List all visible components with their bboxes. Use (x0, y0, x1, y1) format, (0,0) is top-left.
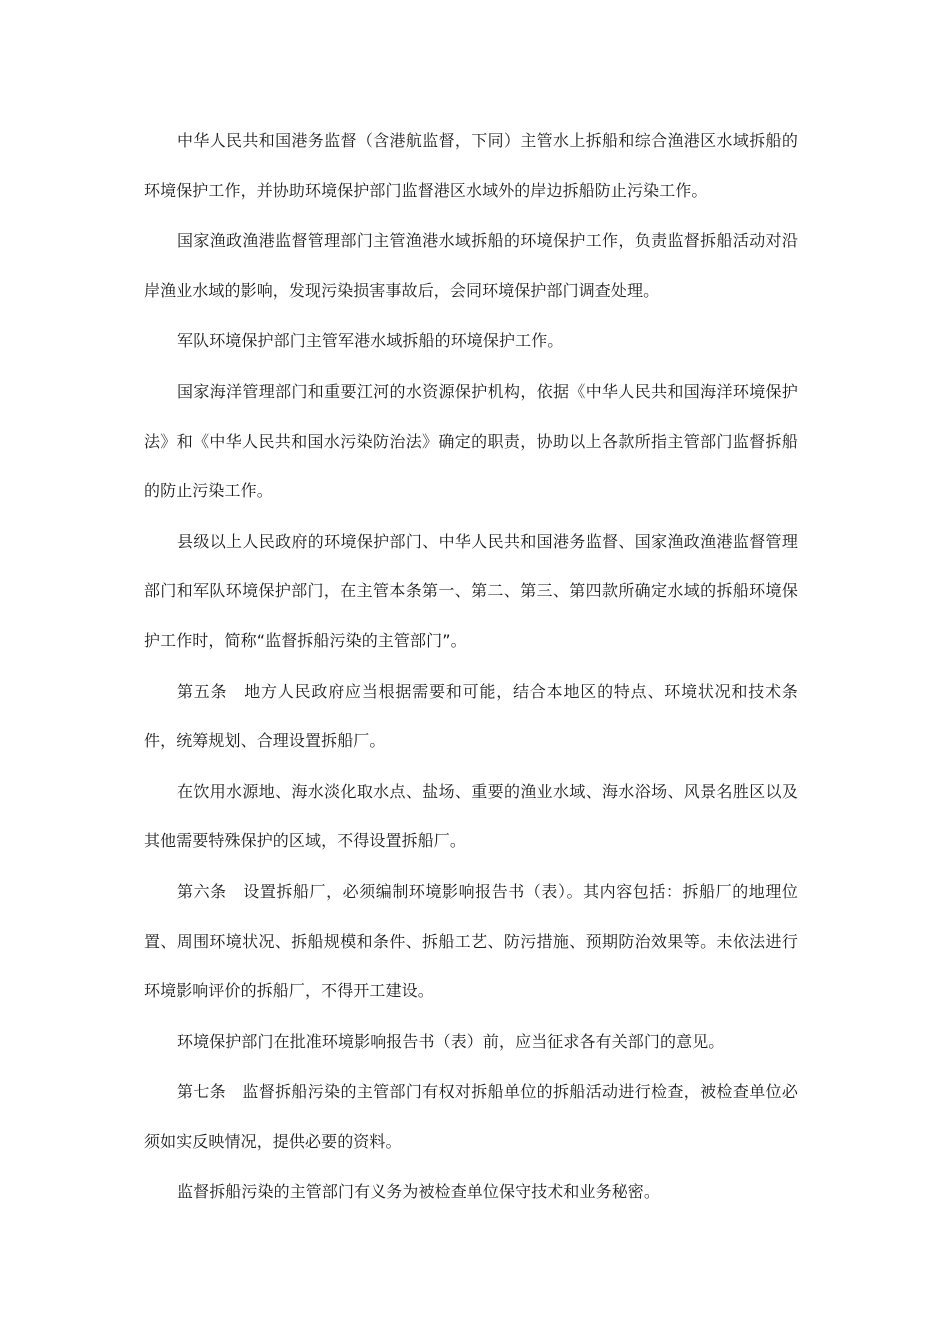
paragraph-11: 监督拆船污染的主管部门有义务为被检查单位保守技术和业务秘密。 (177, 1182, 661, 1202)
article-5-paragraph: 第五条 地方人民政府应当根据需要和可能，结合本地区的特点、环境状况和技术条件，统筹规划、合理设置拆船厂。 (144, 681, 798, 751)
article-6-paragraph: 第六条 设置拆船厂，必须编制环境影响报告书（表）。其内容包括：拆船厂的地理位置、周围环境状况、拆船规模和条件、拆船工艺、防污措施、预期防治效果等。未依法进行环境影响评价的拆船厂，不得开工建设。 (144, 881, 798, 1001)
paragraph-4: 国家海洋管理部门和重要江河的水资源保护机构，依据《中华人民共和国海洋环境保护法》和《中华人民共和国水污染防治法》确定的职责，协助以上各款所指主管部门监督拆船的防止污染工作。 (144, 381, 798, 501)
paragraph-1: 中华人民共和国港务监督（含港航监督，下同）主管水上拆船和综合渔港区水域拆船的环境保护工作，并协助环境保护部门监督港区水域外的岸边拆船防止污染工作。 (144, 131, 798, 200)
article-7-paragraph: 第七条 监督拆船污染的主管部门有权对拆船单位的拆船活动进行检查，被检查单位必须如实反映情况，提供必要的资料。 (144, 1082, 798, 1151)
paragraph-5: 县级以上人民政府的环境保护部门、中华人民共和国港务监督、国家渔政渔港监督管理部门和军队环境保护部门，在主管本条第一、第二、第三、第四款所确定水域的拆船环境保护工作时，简称“监督拆船污染的主管部门”。 (144, 531, 798, 650)
paragraph-7: 在饮用水源地、海水淡化取水点、盐场、重要的渔业水域、海水浴场、风景名胜区以及其他需要特殊保护的区域，不得设置拆船厂。 (144, 781, 798, 851)
document-body (144, 116, 798, 1218)
paragraph-2: 国家渔政渔港监督管理部门主管渔港水域拆船的环境保护工作，负责监督拆船活动对沿岸渔业水域的影响，发现污染损害事故后，会同环境保护部门调查处理。 (144, 231, 798, 300)
paragraph-9: 环境保护部门在批准环境影响报告书（表）前，应当征求各有关部门的意见。 (177, 1031, 725, 1051)
paragraph-3: 军队环境保护部门主管军港水域拆船的环境保护工作。 (177, 331, 564, 351)
